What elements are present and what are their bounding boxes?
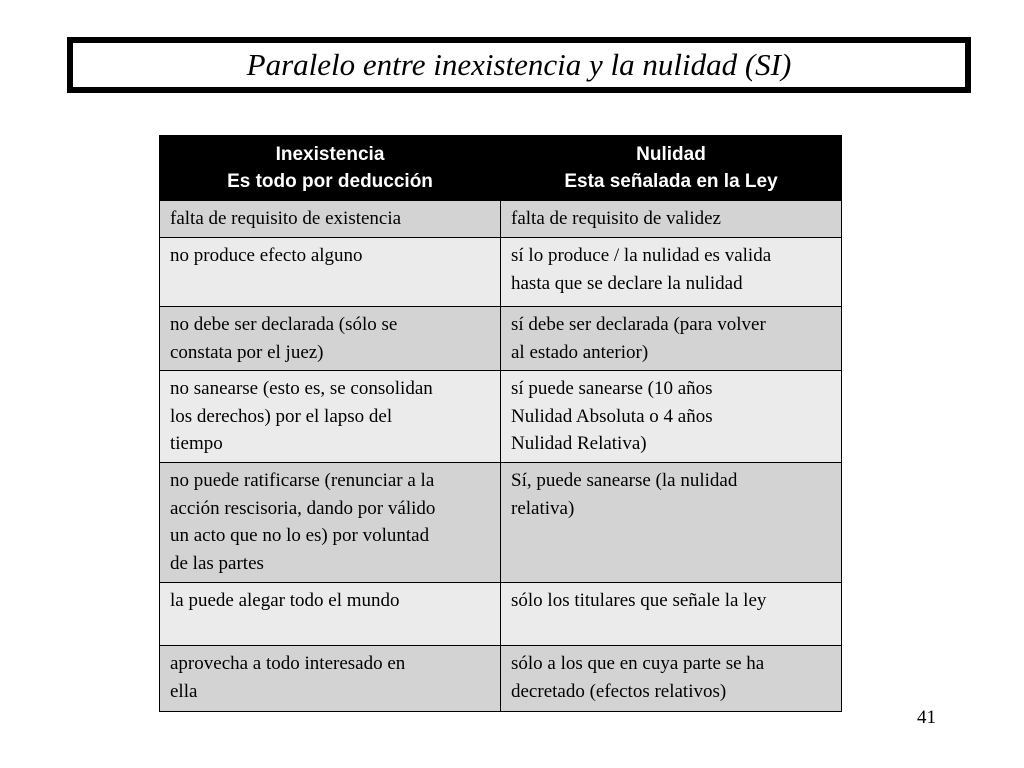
cell-line: falta de requisito de existencia [170,208,402,229]
comparison-table [159,135,842,712]
table-row [160,463,842,583]
cell-line: la puede alegar todo el mundo [170,590,400,611]
cell-line: los derechos) por el lapso del [170,405,393,427]
cell-inexistencia [160,583,501,646]
cell-line: aprovecha a todo interesado en [170,653,406,674]
table-row [160,201,842,238]
cell-inexistencia [160,307,501,371]
cell-line: sí debe ser declarada (para volver [511,314,766,335]
cell-line: Sí, puede sanearse (la nulidad [511,470,738,491]
cell-line: Nulidad Absoluta o 4 años [511,405,713,427]
cell-line: sólo a los que en cuya parte se ha [511,653,765,674]
cell-line: al estado anterior) [511,341,649,363]
cell-line: sí puede sanearse (10 años [511,378,713,399]
cell-inexistencia [160,646,501,712]
header-inexistencia [160,136,501,201]
cell-inexistencia [160,371,501,463]
header-line: Inexistencia [275,144,385,165]
cell-nulidad [501,238,842,307]
cell-line: de las partes [170,552,264,574]
cell-line: sí lo produce / la nulidad es valida [511,245,772,266]
header-line: Nulidad [636,144,706,165]
table-body [160,201,842,712]
cell-inexistencia [160,201,501,238]
cell-line: sólo los titulares que señale la ley [511,590,767,611]
cell-line: falta de requisito de validez [511,208,721,229]
header-line: Es todo por deducción [227,171,433,192]
cell-nulidad [501,583,842,646]
table-row [160,583,842,646]
cell-line: decretado (efectos relativos) [511,680,727,702]
table-row [160,238,842,307]
cell-line: ella [170,680,198,702]
cell-nulidad [501,646,842,712]
comparison-table-wrapper [159,135,841,712]
cell-line: relativa) [511,497,575,519]
page-number: 41 [917,707,936,728]
cell-line: no debe ser declarada (sólo se [170,314,398,335]
header-nulidad [501,136,842,201]
title-box [67,37,971,93]
table-header-row [160,136,842,201]
table-row [160,646,842,712]
cell-line: no puede ratificarse (renunciar a la [170,470,435,491]
cell-line: hasta que se declare la nulidad [511,272,743,294]
cell-inexistencia [160,238,501,307]
cell-nulidad [501,307,842,371]
cell-line: no produce efecto alguno [170,245,363,266]
cell-line: tiempo [170,433,223,454]
table-row [160,371,842,463]
table-row [160,307,842,371]
cell-line: Nulidad Relativa) [511,433,647,454]
header-line: Esta señalada en la Ley [564,171,778,192]
cell-line: acción rescisoria, dando por válido [170,497,436,519]
cell-inexistencia [160,463,501,583]
cell-nulidad [501,371,842,463]
cell-line: constata por el juez) [170,341,324,363]
cell-line: no sanearse (esto es, se consolidan [170,378,433,399]
cell-nulidad [501,201,842,238]
cell-line: un acto que no lo es) por voluntad [170,525,430,546]
cell-nulidad [501,463,842,583]
slide-title: Paralelo entre inexistencia y la nulidad (SI) [246,47,792,82]
